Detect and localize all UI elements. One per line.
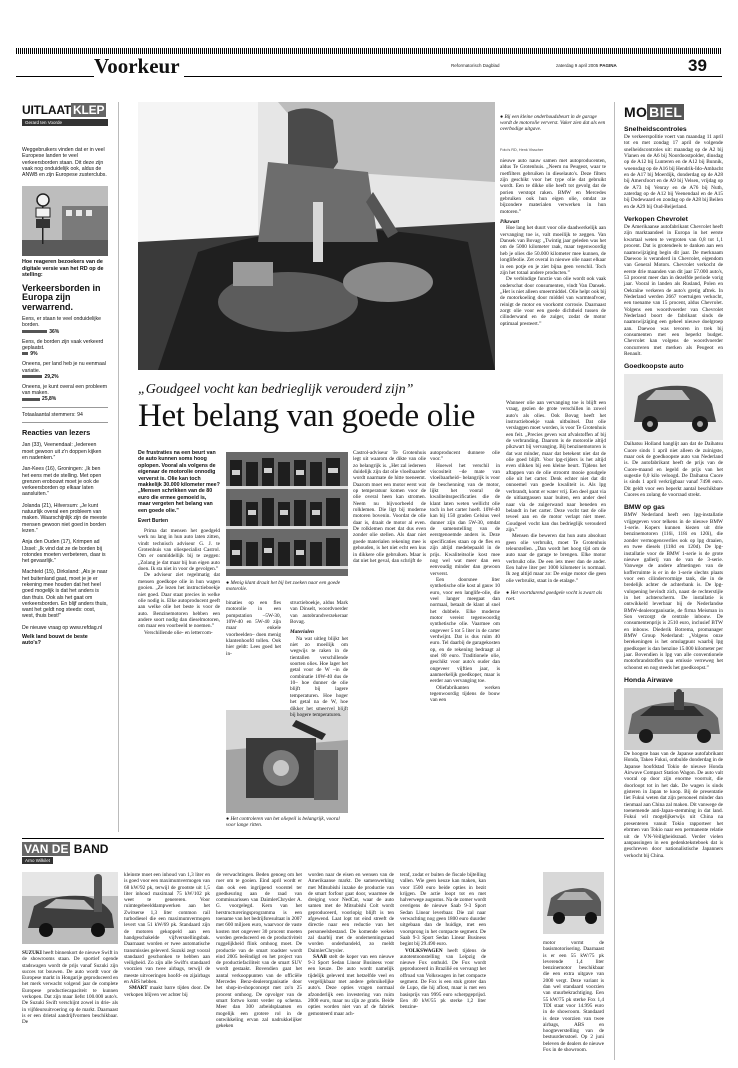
new-question: Welk land bouwt de beste auto's? — [22, 634, 88, 647]
article-paragraph: Oliefabrikanten werken tegenwoordig tijdens de bouw van een — [430, 684, 500, 704]
article-column-2 — [226, 600, 281, 657]
poll-intro: Hoe reageren bezoekers van de digitale versie van het RD op de stelling: — [22, 259, 104, 279]
article-column-1 — [138, 450, 220, 636]
headline: Het belang van goede olie — [138, 398, 476, 434]
article-paragraph: Na wat uitleg blijkt het niet zo moeilijk om wegwijs te raken in de tientallen verschillende soorten olies. Hoe lager het getal voor de W –in de combinatie 10W-40 dus de 10– hoe dunner de olie blijft bij lagere temperaturen. Hoe hoger het getal na de W, hoe dikker het smeervel blijft bij hogere temperaturen. — [290, 635, 348, 718]
paper-name: Reformatorisch Dagblad — [451, 63, 500, 68]
van-de-band-title: VAN DE BAND — [24, 842, 109, 856]
article-paragraph: Castrol-adviseur Te Grotenhuis legt uit waarom de dikte van olie zo belangrijk is. „Het zal iedereen duidelijk zijn dat olie vloeibaarder wordt naarmate de hitte toeneemt. Daarom moet een motor eerst wat op temperatuur komen voor de olie overal heen kan stromen. Neem nu bijvoorbeeld de rolklemen. Die ligt bij moderne motoren bovenin. Voordat de olie daar is, draait de motor al even. De rolklemen moet dat dus even zonder olie stellen. Als daar niet goede materialen rekening mee is gehouden, is het niet echt een kus in dikkere olie gebruiken. Maar is dat niet het geval, dan schrijft de — [353, 450, 426, 564]
poll-item — [22, 339, 108, 358]
poll-results — [22, 316, 108, 402]
article-author: Evert Burten — [138, 518, 169, 525]
column-divider — [614, 102, 615, 1060]
poll-bar — [22, 375, 42, 378]
poll-option-label: Eens, de borden zijn vaak verkeerd geplaatst. — [22, 338, 104, 352]
uitlaatklep-title: UITLAAT KLEP — [22, 103, 105, 117]
poll-total: Totaalaantal stemmers: 94 — [22, 411, 83, 418]
van-de-band-header — [22, 842, 604, 864]
article-paragraph: Hoe lang het duurt voor olie daadwerkelijk aan vervanging toe is, valt moeilijk te zeggen. Van Dansek van Bovag: „Twintig jaar geleden was het om de 5000 kilometer raak, maar tegenwoordig heb je olies die 50.000 kilometer mee kunnen, de longlifeolie. Zet overal in nieuwe olie naast elkaar in een potje en je ziet bijna geen verschil. Toch zijn het totaal andere producten.” — [500, 225, 606, 276]
page-number: 39 — [688, 56, 707, 75]
brand-lead: SUZUKI — [22, 950, 42, 956]
uitlaatklep-byline: Gerard ten Voorde — [22, 119, 108, 126]
article-paragraph: Prima dat mensen het goedgeld werk nu lang in hun auto laten zitten, vindt technisch adviseur G. J. te Grotenhuis van oliespecialist Castrol. Om er onmiddellijk bij te zeggen: „Zolang je dat maar bij hun eigen auto doen. Ik sta niet in voor de gevolgen.” — [138, 528, 220, 573]
article-paragraph: structieboekje, aldus Mark van Dinselt, woordvoerder van autobrandverzekeraar Bovag. — [290, 600, 348, 626]
inline-caption: ● Het voortdurend goedgele vocht is zwart als roet. — [506, 589, 603, 603]
article-paragraph: Hoewel het verschil in viscositeit –de mate van vloeibaarheid– belangrijk is voor de beschenning van de motor, lijkt het vooral de kwaliteitsspecificaties die de klant laten weten wellicht olie toch in het carter hoeft. 10W-40 kan bij 150 graden Celsius veel dunner zijn dan 5W-30, omdat de samenstelling van de eerstgenoemde anders is. Deze specificaties staan op de fles en zijn altijd medebepaald in de prijs. Kwaliteitsolie kost mee nog wel wat meer dan een eenvoudig minder dan gewoon ververst. — [430, 462, 500, 577]
news-heading: Snelheidscontroles — [624, 126, 687, 133]
poll-option-label: Oneens, je kunt overal een probleem van maken. — [22, 384, 108, 397]
subheading-materialen: Materialen — [290, 629, 314, 636]
suzuki-swift-photo — [22, 872, 118, 944]
masthead-date: zaterdag 9 april 2005 PAGINA — [556, 63, 617, 68]
oil-check-photo — [226, 710, 348, 813]
mechanic-engine-photo — [138, 102, 495, 370]
divider — [22, 407, 108, 408]
band-paragraph: maakt barre tijden door. De verkopen blijven ver achter bij — [124, 985, 211, 998]
news-text: De verkeerspolitie voert van maandag 11 april tot en met zondag 17 april de volgende snelheidscontroles uit: maandag op de A2 bij Vianen en de A6 bij Noordoostpolder, dinsdag op de A12 bij Lunteren en de A12 bij Bunnik, woensdag op de A16 bij Hendrik-Ido-Ambacht en de A17 bij Moerdijk, donderdag op de A28 bij Amersfoort en de A9 bij Velsen, vrijdag op de A73 bij Venray en de A76 bij Nuth, zaterdag op de A12 bij Veenendaal en de A15 bij Dodewaard en zondag op de A28 bij Beilen en de A29 bij Oud-Beijerland. — [624, 134, 723, 210]
band-column-4 — [308, 872, 394, 1017]
band-paragraph: heeft tijdens de autotentoonstelling van Leipzig de nieuwe Fox onthuld. De Fox wordt geproduceerd in Brazilië en vervangt het offroad van Volkswagen in het compacte segment. De Fox is een stuk groter dan de Lupo, die hij aflost, maar is met een basisprijs van 9995 euro scherpgeprijsd. Een 40 kW/55 pk sterke 1,2 liter benzine- — [400, 947, 486, 1011]
band-paragraph: heeft binnenkort de nieuwe Swift in de showrooms staan. De sportief ogende stadswagen wordt de prijs vanaf Suzuki zijn succes tot bouwen. De auto wordt voor de Europese markt in Hongarije geproduceerd en het merk verwacht volgend jaar de complete Europese productiecapaciteit te kunnen verkopen. Dat zijn maar liefst 100.000 auto's. De Suzuki Swift verschijnt zowel in drie- als in vijfdeursuitvoering op de markt. Daarnaast is er een drietal aandrijfvormen beschikbaar. De — [22, 950, 119, 1026]
brand-lead: SMART — [129, 985, 148, 992]
poll-percentage: 9% — [30, 351, 38, 358]
main-photo-caption: ● Bij een kleine onderhoudsbeurt in de garage wordt de motorolie ververst. Vaker zien dat als een overbodige uitgave. — [500, 114, 606, 133]
poll-bar — [22, 398, 40, 401]
honda-airwave-photo — [624, 688, 723, 750]
mobiel-column — [624, 104, 723, 859]
article-paragraph: binaties op een fles motorolie in een pompstation –5W-30, 10W-40 en 5W-40 zijn maar enkele voorbeelden– doen menig klantenhoofd tollen. Ook hier geldt: Lees goed het in- — [226, 600, 281, 657]
subheading-pikzwart: Pikzwart — [500, 219, 519, 226]
traffic-signs-photo — [22, 186, 108, 256]
column-divider — [118, 102, 119, 832]
uitlaatklep-lead: Weggebruikers vinden dat er in veel Europese landen te veel verkeersborden staan. Dit deze zijn vaak nog onduidelijk ook, aldus de ANWB en zijn Europese zusterclubs. — [22, 147, 107, 179]
article-paragraph: Wanneer olie aan vervanging toe is blijft een vraag, gezien de grote verschillen in zowel auto's als olies. Ook Bovag heeft het instructieboekje vaak uitbuitsel. Dat olie verslaggen moet worden, is voor Te Grotenhuis een feit. „Precies geven wat afvalstoffen af bij de verbranding. Daarom is de motorolie altijd pikzwart bij vervanging. Bij benzinemotoren is dat wat minder, maar dat betekent niet dat de olie goed blijft. Voor lpg-rijders is het altijd even slikken bij een kleine beurt. Tijdens het aftappen van de olie stroomt mooie goudgele olie uit het carter. Denk echter niet dat dit onnoemel van goede kwaliteit is. Als lpg verbrandt, komt er water vrij. Een deel gaat via de uitlaatgassen naar buiten, een ander deel naar via de zuigerwand naar beneden en belandt in het carter. Deze vocht tast de olie teveel aan en de motor verlapt niet meer. Goudgeel vocht kan dus bedrieglijk verouderd zijn.” — [506, 400, 606, 533]
article-paragraph: Een doorsnee liter synthetische olie kost al gauw 10 euro, voor een langlife-olie, die veel langer meegaat dan normaal, betaalt de klant al snel het dubbele. Elke moderne motor vereist tegenwoordig synthetische olie. Vaarmee om ongeveer 5 tot 5 liter in de carter verdwijnt. Dat is dus ruim 40 euro. Tel daarbij de garagekosten op, en de rekening bedraagt al snel 80 euro. Traditionele olie, geschikt voor auto's ouder dan ongeveer vijftien jaar, is aanmerkelijk goedkoper, maar is eerder aan vervanging toe. — [430, 576, 500, 685]
van-de-band-byline: Arno Wilkilet — [22, 857, 53, 864]
uitlaatklep-column — [22, 103, 108, 647]
band-paragraph: stelt de koper van een nieuwe 9-3 Sport Sedan Linear Business voor een keuze. De auto wordt namelijk tijdelijk geleverd met hetzelfde veel en vergelijkbaar met andere gebruikelijke auto's. Deze opties vragen normaal afzonderlijk een investering van ruim 2000 euro, maar nu zijn ze gratis. Beide opties worden niet van af de fabriek gemonteerd maar ach- — [308, 953, 395, 1017]
reader-reaction: Jan (33), Veenendaal: „Iedereen moet gewoon uit z'n doppen kijken en nadenken.” — [22, 442, 102, 461]
oil-shelf-photo — [226, 452, 348, 576]
band-column-5 — [400, 872, 486, 1011]
article-paragraph: De adviseur ziet regelmatig dat mensen goedkope olie in hun wagen gooien. „Ze lezen het instructieboekje niet goed. Daar staat precies in welke olie nodig is. Elke autoproducent geeft aan welke olie het beste is voor de auto. Benzinemotoren hebben een andere soort nodig dan dieselmotoren, om maar een voorbeeld te noemen.” — [138, 572, 220, 630]
masthead — [16, 48, 722, 86]
article-paragraph: nieuwe auto nauw samen met autoproducenten, aldus Te Grotenhuis. „Neem nu Peugeot, waar te roetfilters gebruiken in dieselauto's. Deze filters zijn geschikt voor het type olie dat gebruikt wordt. Een te dikke olie heeft tot gevolg dat de porien verstopt raken. BMW en Mercedes gebruiken ook hun eigen olie, omdat ze bijzondere materialen verwerken in hun motoren.” — [500, 158, 606, 215]
uitlaatklep-header — [22, 103, 108, 125]
new-question-intro[interactable]: De nieuwe vraag op www.refdag.nl — [22, 624, 103, 631]
news-text: De hoogste baas van de Japanse autofabrikant Honda, Takeo Fukui, ontbulde donderdag in de Japanse hoofdstad Tokio de nieuwe Honda Airwave Compact Station Wagon. De auto valt vooral op door zijn enorme voorruit, die doorloopt tot in het dak. De wagen is sinds gisteren in Japan te koop. Bij de presentatie liet Fukui weten dat zijn personeel minder dan tienmaal aan China zal maken. Dit vanwege de toenemende anti-Japan-stemming in dat land. Fukui wil mogelijkerwijs uit China na presenteren vanuit Tokio rapporteer het ebrmen van Tokio naar een permanente relatie uit de VN-Veiligheidsraad. Verder vielen aanpassingen in een gedenkteksteboek dat is geschreven door nationalistische Japanners verkocht bij China. — [624, 751, 723, 859]
reader-reaction: Machteld (15), Dirksland: „Als je naar het buitenland gaat, moet je je er rekening mee houden dat het heel goed mogelijk is dat het anders is dan thuis. Ook als het gaat om verkeersborden. En blijf anders thuis, want het geldt nog steeds: oost, west, thuis best!” — [22, 569, 108, 620]
poll-bar — [22, 352, 28, 355]
news-text: BMW Nederland heeft een lpg-installatie vrijgegeven voor telkens in de nieuwe BMW 1-serie. Kopers kunnen kiezen uit drie benzinemotoren (116i, 118i en 120i), die zonder vermogensverlies ook op lpg draaien, en twee diesels (118d en 120d). De lpg-installatie voor de BMW 1-serie is de grote nieuwe gallerij van de van de 3-serie. Vanwege de andere afmetingen van de kofferruimte is er in de 1-serie slechts plaats voor een cilindervormige tank, die in de bredelijk achter de achterbank is. De lpg-vulopening bevindt zich, naast de rechterstijle in het achterscherm. De installatie is ontwikkeld leverbaar bij de Nederlandse BMW-dealerorganisatie, de firma Meisman in Son verzorgt de centrale inbouw. De consumentenprijs is 2510 euro, inclusief BTW en inbouw. Diederik Botrema, promanager BMW Group Nederland: „Volgens onze berekeningen is het omslagpunt waarbij lpg goedkoper is dan benzine 15.000 kilometer per jaar. Bovendien is lpg van alle conventionele motorbrandstoffen qua emissie verreweg het schoonst en nog steeds het goedkoopst.” — [624, 512, 723, 671]
reader-reaction: Jan-Kees (16), Groningen: „Ik ben het eens met de stelling. Met open grenzen erobouwt moet je ook de verkeersborden op elkaar laten aansluiten.” — [22, 466, 102, 498]
poll-option-label: Oneens, per land heb je nu eenmaal variatie. — [22, 361, 106, 374]
article-paragraph: Verschillende olie- en lettercom- — [144, 629, 213, 636]
article-paragraph: Mensen die beweren dat hun auto absoluut geen olie verbruikt, moet Te Grotenhuis teleurstellen. „Dan wordt het hoog tijd om de auto naar de garage te brengen. Elke motor verbruikt olie. De een iets meer dan de ander. Een halve liter per 1000 kilometer is normaal. Ik zeg altijd maar zo: De enige motor die geen olie verbruikt, staat in de etalage.” — [506, 533, 606, 584]
news-text: Daihatsu Holland hanglijt aan dat de Daihatsu Cuore sinds 1 april niet alleen de zuinigste, maar ook de goedkoopste auto van Nederland is. De autofabrikant heeft de prijs van de Cuore-maand en legeld de prijs van het sugestie 0,0 kilo veloogd. De Daihatsu Cuore is sinds 1 april verkrijgbaar vanaf 7498 euro. Dit geldt voor een beperkt aantal beschikbare Cuores en zolang de voorraad strekt. — [624, 441, 723, 499]
band-rule — [22, 838, 604, 839]
news-heading: BMW op gas — [624, 504, 665, 512]
photo-credit: Foto's RD, Henk Visscher — [500, 148, 544, 152]
brand-lead: VOLKSWAGEN — [405, 947, 443, 954]
band-paragraph: de verwachtingen. Beden genoeg om het roer om te gooien. Eind april wordt er dan ook een ingrijpend voorstel ter goedkeuring aan de raad van commissarissen van DaimlerChrysler A. G. voorgelegd. Kern van het herstructureringsprogramma is een toename van het bedrijfsresultaat in 2007 met 600 miljoen euro, waarvoor de vaste kosten met ongeveer 30 procent moeten worden gereduceerd en de productiviteit ruggelijkheid flink omhoog moet. De productie van de smart roadster wordt eind 2005 beëindigd en het project van de productiefaciliteit van de smart SUV wordt gestaakt. Bovendien gaat het aantal verkooppunten van de officiële Mercedes Benz-dealerorganisatie door het shop-in-shopconcept met zo'n 25 procent omhoog. De opvolger van de smart fortwo komt verder op schema. Meer dan 300 arbeidsplaatsen en mogelijk een grotere rol in de ontwikkeling ervan zal nadrukkelijker gekeken — [216, 872, 302, 1030]
band-paragraph: kleinste moet een inhoud van 1,3 liter en is goed voor een maximumvermogen van 68 kW/92 pk, terwijl de grootste uit 1,5 liter inhoud maximaal 75 kW/102 pk weet te genereren. Voor ruimtegebeelddampwerken aan het Zwitserse 1,3 liter common rail turbodiesel die een maximumvermogen levert van 51 kW/69 pk. Standaard zijn de motoren gekoppeld aan een handgeschakelde vijfversnellingsbak. Daarnaast worden er twee automatische transmissies geleverd. Suzuki zegt vooral standaard geschonken te hebben aan veiligheid. Zo zijn alle Swift's standaard voorzien van twee airbags, terwijl de meeste uitvoeringen hoofd- en zijairbags en ABS hebben. — [124, 872, 211, 986]
band-column-3 — [216, 872, 302, 1029]
article-paragraph: autoproducent dunnere olie voor.” — [430, 450, 500, 463]
divider — [22, 422, 108, 423]
brand-lead: SAAB — [313, 953, 327, 960]
band-paragraph: worden naar de eisen en wensen van de Amerikaanse markt. De samenwerking met Mitsubishi inzake de productie van de smart forfour gaat door, waarmee de dreiging voor NedCar, waar de auto samen met de Mitsubishi Colt wordt geproduceerd, voorlopig blijft is ten afgewend. Laat lopt tot eind streeft de directie naar een reductie van het personeelsbestand. De komende weken zal daarbij met de ondernemingsraad worden onderhandeld, zo meldt DaimlerChrysler. — [308, 872, 394, 954]
poll-bar — [22, 330, 47, 333]
poll-percentage: 36% — [49, 328, 60, 335]
shelf-photo-caption: ● Menig klant draait het bij het zoeken naar een goede motorolie. — [226, 580, 341, 593]
article-column-4 — [353, 450, 426, 564]
reader-reaction: Jolanda (21), Hilversum: „Je kunt natuurlijk overal een probleem van maken. Waarschijnlijk zijn de meeste mensen gewoon niet goed in borden lezen.” — [22, 502, 107, 534]
article-column-3 — [290, 600, 348, 718]
oil-check-caption: ● Het controleren van het oliepeil is belangrijk, vooral voor lange ritten. — [226, 816, 340, 829]
poll-item — [22, 384, 108, 403]
article-lead: De frustraties na een beurt van de auto kunnen soms hoog oplopen. Vooral als volgens de eigenaar de motorolie onnodig ververst is. Olie kan toch makkelijk 30.000 kilometer mee? „Mensen schrikken van de 80 euro die ermee gemoeid is, maar vergeten het belang van een goede olie.” — [138, 450, 220, 514]
article-column-6 — [500, 158, 606, 327]
daihatsu-cuore-photo — [624, 374, 723, 440]
band-column-2 — [124, 872, 210, 998]
band-paragraph: motor vormt de basismotorisering. Daarnaast is er een 55 kW/75 pk leverende 1,4 liter benzinemotor beschikbaar die een extra uitgave van 2000 vergt. Deze variant is dan wel standaard voorzien van stuurbekrachtiging. Een 55 kW/75 pk sterke Fox 1,4 TDI staat voor 14.995 euro in de showroom. Standaard is deze voorzien van twee airbags, ABS en hoogteverstelling van de bestuurdersstoel. Op 2 juni beleven de dealers de nieuwe Fox in de showroom. — [543, 940, 604, 1054]
mobiel-title: MO BIEL — [624, 104, 683, 120]
news-text: De Amerikaanse autofabrikant Chevrolet heeft zijn marktaandeel in Europa in het eerste kwartaal weten te vergroten van 0,8 tot 1,1 procent. Dat is grotendeels te danken aan een naamswijziging begin dit jaar. De merknaam Daewoo is veranderd in Chevrolet, eigendom van General Motors. Chevrolet verkocht de eerste drie maanden van dit jaar 57.000 auto's, 53 procent meer dan in dezelfde periode vorig jaar. Vooral in landen als Rusland, Polen en Oekraïne verkeren de auto's gretig aftrek. In Nederland werden 2667 voertuigen verkocht, een toename van 15 procent, aldus Chevrolet. Volgens een woordvoerder van Chevrolet Nederland boort de fabrikant sinds de naamswijziging een geheel nieuwe doelgroep aan. Daewoo was tevoren in trek bij consumenten met een beperkt budget. Chevrolet kan volgens de woordvoerder concurreren met merken als Peugeot en Renault. — [624, 224, 723, 357]
article-paragraph: De verbindige functie van olie wordt ook vaak onderschat door consumenten, vindt Van Dansek. „Het is niet alleen smeermiddel. Olie helpt ook bij de motorkoeling door middel van warmteafvoer, reinigt de motor en voorkomt corrosie. Daarnaast zorgt olie voor een goede dichtheid tussen de cilinderwand en de zuiger, zodat de motor optimaal presteert.” — [500, 276, 606, 327]
news-heading: Goedkoopste auto — [624, 363, 684, 371]
reactions-title: Reacties van lezers — [22, 427, 91, 437]
volkswagen-fox-photo — [543, 872, 604, 934]
article-column-5 — [430, 450, 500, 704]
poll-percentage: 25,8% — [42, 396, 57, 403]
news-heading: Verkopen Chevrolet — [624, 216, 688, 224]
article-column-7 — [506, 400, 606, 602]
section-title: Voorkeur — [94, 54, 184, 79]
band-column-1 — [22, 950, 118, 1026]
poll-option-label: Eens, er staan te veel onduidelijke borden. — [22, 316, 102, 329]
news-heading: Honda Airwave — [624, 677, 673, 685]
band-column-6 — [543, 940, 604, 1053]
band-paragraph: teraf, zodat er buiten de fiscale bijtelling vallen. Wie geen keuze kan maken, kan voor 1500 euro beide opties in bezit krijgen. De actie loopt tot en met halverwege augustus. Na de zomer wordt overigens de nieuwe Saab 9-3 Sport Sedan Linear leverbaar. Die zal naar verwachting nog geen 1800 euro duurder uitgebaan dan de huidige, met een voorsprong in het compacte segment. De Saab 9-3 Sport Sedan Linear Business begint bij 29.490 euro. — [400, 872, 486, 948]
poll-item — [22, 316, 108, 335]
headline-kicker: „Goudgeel vocht kan bedrieglijk verouderd zijn” — [138, 382, 414, 397]
poll-percentage: 29,2% — [44, 373, 59, 380]
poll-item — [22, 361, 108, 380]
poll-question: Verkeersborden in Europa zijn verwarrend. — [22, 282, 101, 312]
reader-reaction: Anja den Ouden (17), Krimpen ad IJssel: „Ik vind dat ze de borden bij rotondes moeten verbeteren, daar is het gevaarlijk.” — [22, 539, 106, 565]
